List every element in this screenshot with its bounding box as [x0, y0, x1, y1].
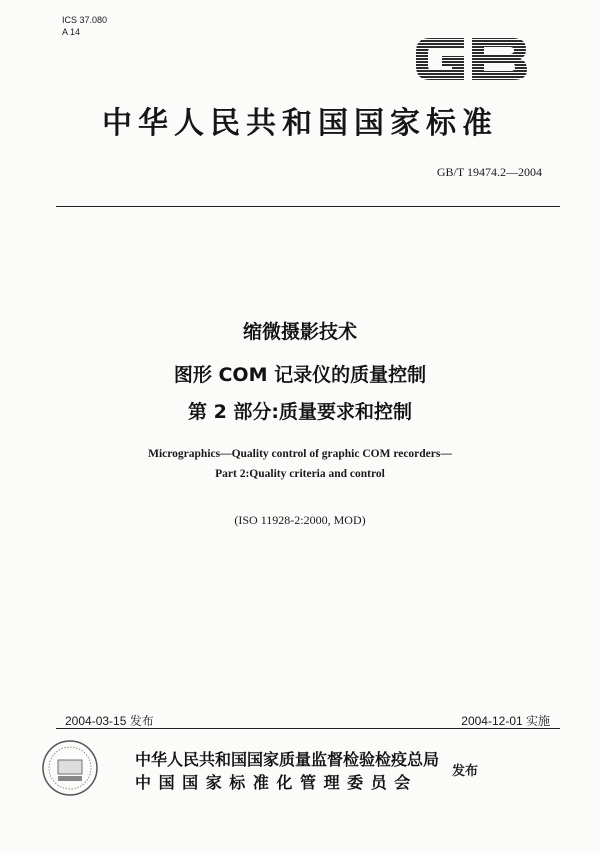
cn-title-line2: 图形 COM 记录仪的质量控制 [173, 364, 427, 386]
classification-codes [62, 14, 107, 38]
top-divider [56, 206, 560, 207]
en-title-line2: Part 2:Quality criteria and control [215, 468, 385, 480]
iso-reference: (ISO 11928-2:2000, MOD) [234, 513, 366, 527]
bottom-divider [56, 728, 560, 729]
cn-title-line1: 缩微摄影技术 [242, 321, 357, 343]
gb-logo [410, 28, 532, 90]
anti-counterfeit-seal [40, 738, 100, 798]
ics-code: ICS 37.080 [62, 15, 108, 25]
issuer-line2: 中 国 国 家 标 准 化 管 理 委 员 会 [135, 773, 412, 792]
ccs-code: A 14 [62, 27, 81, 37]
implement-date: 2004-12-01 实施 [461, 714, 550, 728]
en-title-line1: Micrographics—Quality control of graphic COM recorders— [148, 448, 452, 460]
issuer-line1: 中华人民共和国国家质量监督检验检疫总局 [135, 750, 440, 769]
issue-word: 发布 [452, 764, 479, 779]
cn-title-line3: 第 2 部分:质量要求和控制 [187, 401, 413, 423]
standard-title: 中华人民共和国国家标准 [102, 106, 498, 141]
publish-date: 2004-03-15 发布 [65, 714, 154, 728]
standard-number: GB/T 19474.2—2004 [436, 165, 542, 179]
